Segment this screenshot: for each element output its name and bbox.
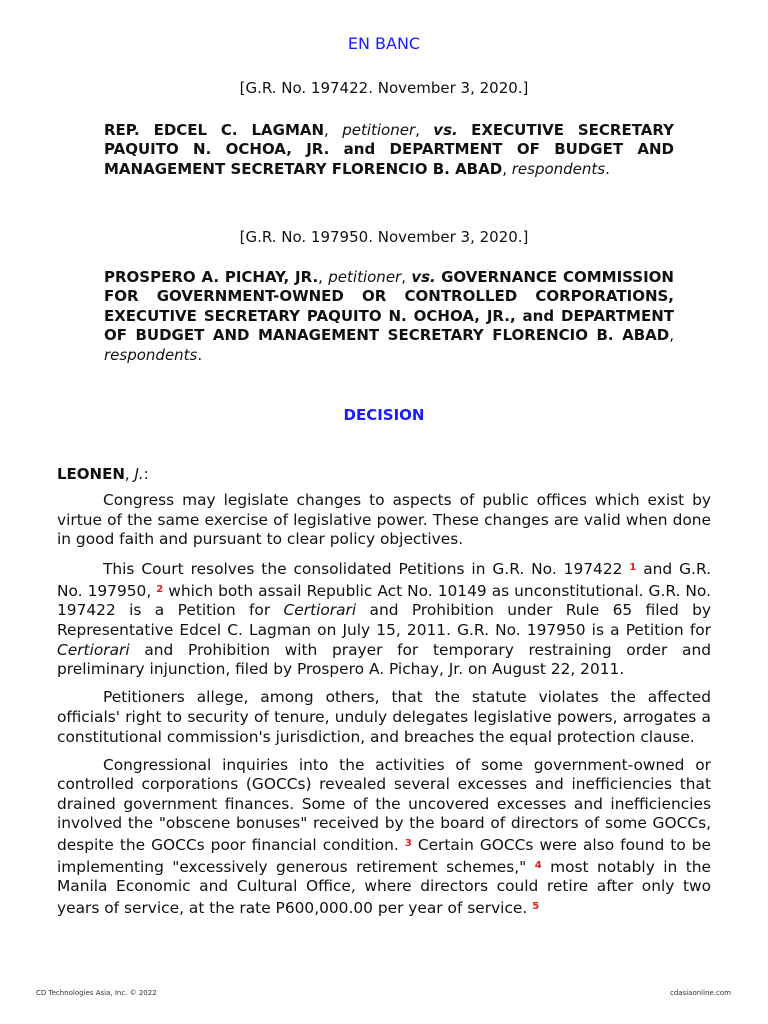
footnote-ref-4[interactable]: 4 <box>534 859 542 871</box>
paragraph-1: Congress may legislate changes to aspects of public offices which exist by virtue of the same exercise of legislative power. These changes are valid when done in good faith and pursuant to clear policy objectives. <box>57 491 711 549</box>
case1-grno: [G.R. No. 197422. November 3, 2020.] <box>239 79 529 97</box>
case1-petitioner-role: petitioner <box>342 121 416 139</box>
certiorari-term: Certiorari <box>283 601 357 620</box>
ponente-title: J. <box>134 465 144 483</box>
certiorari-term: Certiorari <box>57 640 130 659</box>
ponente: LEONEN, J.: <box>57 465 149 483</box>
paragraph-4-text-c: most notably in the Manila Economic and Cultural Office, where directors could retire after only two years of service, at the rate P600,000.00 per year of service. <box>57 857 711 917</box>
paragraph-2-text-b: and G.R. No. 197950, <box>57 560 711 600</box>
case1-parties: REP. EDCEL C. LAGMAN, petitioner, vs. EXECUTIVE SECRETARY PAQUITO N. OCHOA, JR. and DEPARTMENT OF BUDGET AND MANAGEMENT SECRETARY FLORENCIO B. ABAD, respondents. <box>104 121 674 178</box>
case2-grno: [G.R. No. 197950. November 3, 2020.] <box>239 228 529 246</box>
footer-copyright: CD Technologies Asia, Inc. © 2022 <box>36 989 157 997</box>
footnote-ref-1[interactable]: 1 <box>629 562 637 574</box>
case2-petitioner-name: PROSPERO A. PICHAY, JR. <box>104 268 319 286</box>
footnote-ref-3[interactable]: 3 <box>404 838 412 849</box>
case1-petitioner-name: REP. EDCEL C. LAGMAN <box>104 121 325 139</box>
paragraph-4-text-a: Congressional inquiries into the activities of some government-owned or controlled corporations (GOCCs) revealed several excesses and inefficiencies that drained government finances. Some of the uncovered excesses and inefficiencies involved the "obscene bonuses" received by the board of directors of some GOCCs, despite the GOCCs poor financial condition. <box>57 755 711 854</box>
decision-body <box>57 491 711 927</box>
case2-respondents-role: respondents <box>104 345 198 364</box>
footnote-ref-2[interactable]: 2 <box>156 583 164 595</box>
paragraph-2-text-a: This Court resolves the consolidated Petitions in G.R. No. 197422 <box>103 560 623 579</box>
paragraph-2 <box>57 558 711 680</box>
paragraph-2-text-d: and Prohibition under Rule 65 filed by Representative Edcel C. Lagman on July 15, 2011. G.R. No. 197950 is a Petition for <box>57 601 712 640</box>
footnote-ref-5[interactable]: 5 <box>532 900 540 912</box>
case1-vs: vs. <box>433 121 458 139</box>
ponente-name: LEONEN <box>57 465 125 483</box>
paragraph-4 <box>57 756 711 919</box>
case2-petitioner-role: petitioner <box>328 268 402 286</box>
decision-heading: DECISION <box>343 406 425 424</box>
ponente-colon: : <box>143 465 149 483</box>
case1-respondents-role: respondents <box>511 159 606 178</box>
paragraph-2-text-c: which both assail Republic Act No. 10149 as unconstitutional. G.R. No. 197422 is a Petition for <box>57 581 711 620</box>
case2-respondents-names: GOVERNANCE COMMISSION FOR GOVERNMENT-OWNED OR CONTROLLED CORPORATIONS, EXECUTIVE SECRETARY PAQUITO N. OCHOA, JR., and DEPARTMENT OF BUDGET AND MANAGEMENT SECRETARY FLORENCIO B. ABAD <box>104 268 674 345</box>
case1-respondents-names: EXECUTIVE SECRETARY PAQUITO N. OCHOA, JR. and DEPARTMENT OF BUDGET AND MANAGEMENT SECRETARY FLORENCIO B. ABAD <box>104 121 674 178</box>
paragraph-2-text-e: and Prohibition with prayer for temporary restraining order and preliminary injunction, filed by Prospero A. Pichay, Jr. on August 22, 2011. <box>57 640 711 679</box>
case2-parties: PROSPERO A. PICHAY, JR., petitioner, vs. GOVERNANCE COMMISSION FOR GOVERNMENT-OWNED OR CONTROLLED CORPORATIONS, EXECUTIVE SECRETARY PAQUITO N. OCHOA, JR., and DEPARTMENT OF BUDGET AND MANAGEMENT SECRETARY FLORENCIO B. ABAD, respondents. <box>104 268 674 364</box>
footer-site[interactable]: cdasiaonline.com <box>670 989 731 997</box>
division-heading: EN BANC <box>347 34 421 53</box>
case2-vs: vs. <box>411 268 436 286</box>
paragraph-4-text-b: Certain GOCCs were also found to be implementing "excessively generous retirement schemes," <box>57 836 712 876</box>
paragraph-3: Petitioners allege, among others, that the statute violates the affected officials' right to security of tenure, unduly delegates legislative powers, arrogates a constitutional commission's jurisdiction, and breaches the equal protection clause. <box>57 688 711 746</box>
